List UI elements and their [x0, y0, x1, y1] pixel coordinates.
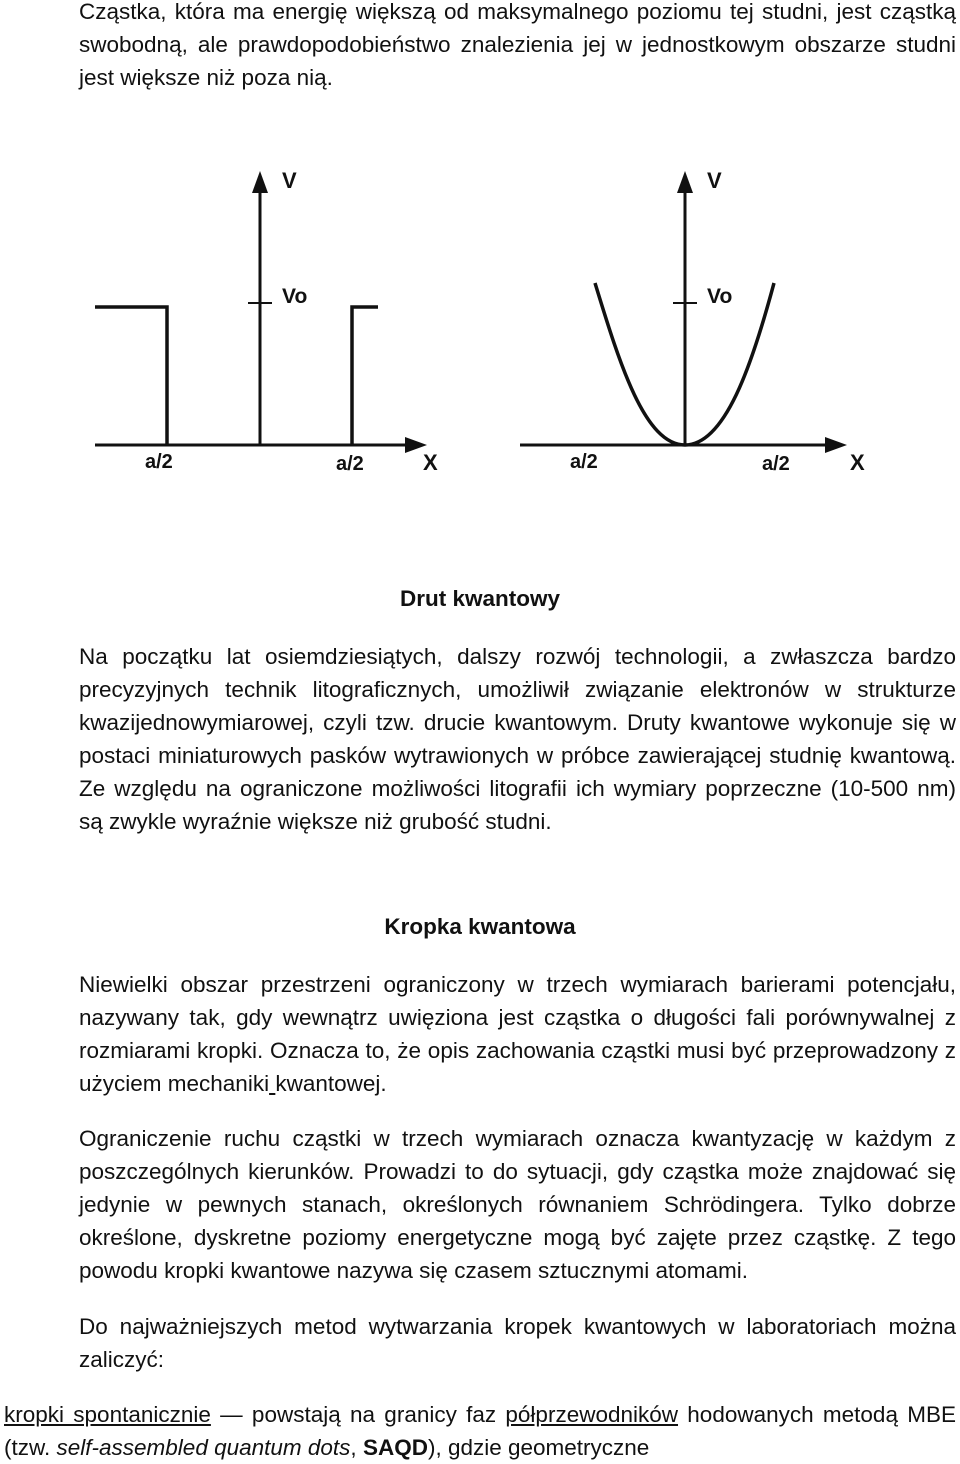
- dot-paragraph-3: [4, 1310, 956, 1376]
- intro-paragraph: [4, 0, 956, 94]
- wire-text: Na początku lat osiemdziesiątych, dalszy rozwój technologii, a zwłaszcza bardzo precyzyjnych technik litograficznych, umożliwił związanie elektronów w strukturze kwazijednowymiarowej, czyli tzw. drucie kwantowym. Druty kwantowe wykonuje się w postaci miniaturowych pasków wytrawionych w próbce zawierającej studnię kwantową. Ze względu na ograniczone możliwości litografii ich wymiary poprzeczne (10-500 nm) są zwykle wyraźnie większe niż grubość studni.: [79, 644, 956, 834]
- y-axis-arrow-icon: [252, 171, 268, 193]
- x-axis-arrow-icon: [825, 437, 847, 453]
- y-axis-label: V: [707, 168, 722, 193]
- item-bold-term: SAQD: [362, 1435, 428, 1460]
- item-text-4: ), gdzie geometryczne: [427, 1435, 650, 1460]
- item-text-2: hodowanych metodą MBE (tzw.: [4, 1402, 956, 1460]
- wire-paragraph: [4, 640, 956, 838]
- left-edge-label: a/2: [570, 451, 598, 473]
- level-label: Vo: [707, 285, 733, 308]
- intro-text: Cząstka, która ma energię większą od maksymalnego poziomu tej studni, jest cząstką swobodną, ale prawdopodobieństwo znalezienia jej w jednostkowym obszarze studni jest większe niż poza nią.: [79, 0, 956, 90]
- item-italic-term: self-assembled quantum dots: [56, 1435, 351, 1460]
- y-axis-arrow-icon: [677, 171, 693, 193]
- x-axis-label: X: [850, 450, 865, 475]
- y-axis-label: V: [282, 168, 297, 193]
- dot-text-2: Ograniczenie ruchu cząstki w trzech wymiarach oznacza kwantyzację w każdym z poszczególnych kierunków. Prowadzi to do sytuacji, gdy cząstka może znajdować się jedynie w pewnych stanach, określonych równaniem Schrödingera. Tylko dobrze określone, dyskretne poziomy energetyczne mogą być zajęte przez cząstkę. Z tego powodu kropki kwantowe nazywa się czasem sztucznymi atomami.: [79, 1126, 956, 1283]
- dot-paragraph-2: [4, 1122, 956, 1287]
- right-edge-label: a/2: [336, 453, 364, 475]
- dot-text-3: Do najważniejszych metod wytwarzania kropek kwantowych w laboratoriach można zaliczyć:: [79, 1314, 956, 1372]
- potential-well-figure: [0, 165, 960, 485]
- right-edge-label: a/2: [762, 453, 790, 475]
- method-list-item: [4, 1398, 956, 1464]
- dot-paragraph-1: [4, 968, 956, 1100]
- left-edge-label: a/2: [145, 451, 173, 473]
- item-text-1: — powstają na granicy faz: [210, 1402, 506, 1427]
- dot-text-1b: kwantowej.: [275, 1071, 387, 1096]
- dot-text-1a: Niewielki obszar przestrzeni ograniczony w trzech wymiarach barierami potencjału, nazywany tak, gdy wewnątrz uwięziona jest cząstka o długości fali porównywalnej z rozmiarami kropki. Oznacza to, że opis zachowania cząstki musi być przeprowadzony z użyciem mechaniki: [79, 972, 956, 1096]
- dot-heading: Kropka kwantowa: [384, 914, 576, 939]
- link-spontaneous-dots[interactable]: kropki spontanicznie: [4, 1402, 211, 1427]
- link-semiconductors[interactable]: półprzewodników: [505, 1402, 679, 1427]
- item-text-3: ,: [350, 1435, 363, 1460]
- x-axis-label: X: [423, 450, 438, 475]
- parabolic-well-diagram: [520, 168, 865, 475]
- square-well-diagram: [95, 168, 438, 475]
- wire-heading: Drut kwantowy: [399, 586, 561, 611]
- level-label: Vo: [282, 285, 308, 308]
